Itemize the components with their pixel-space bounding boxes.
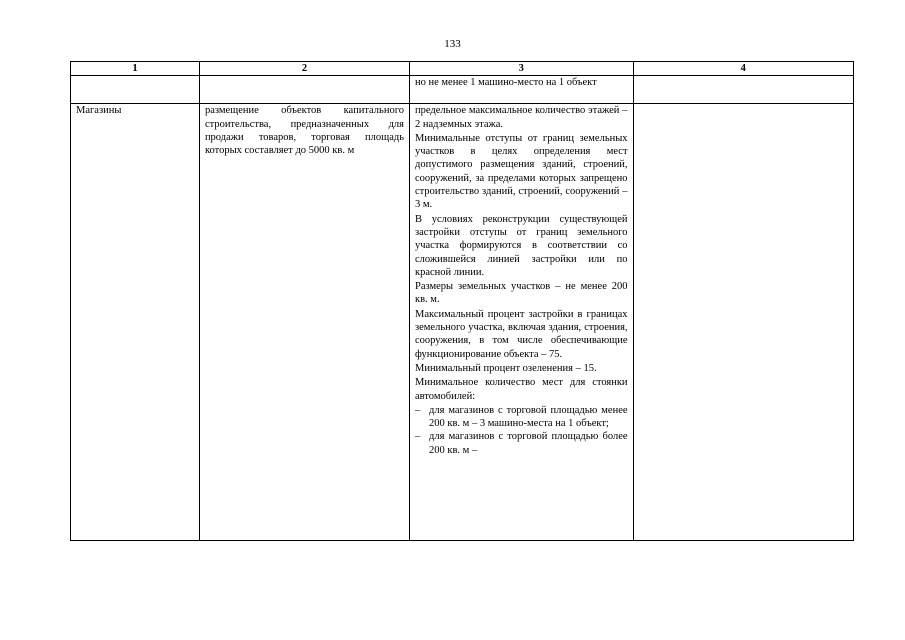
continuation-row [71, 76, 854, 104]
header-cell-4: 4 [633, 62, 853, 76]
notes-cell [633, 104, 853, 541]
parameter-paragraph: Максимальный процент застройки в границах земельного участка, включая здания, строения, сооружения, в том числе обеспечивающие функционирование объекта – 75. [414, 308, 628, 360]
continuation-cell-2 [199, 76, 409, 104]
parameter-paragraph: В условиях реконструкции существующей застройки отступы от границ земельного участка формируются в соответствии со сложившейся линией застройки или по красной линии. [414, 213, 628, 278]
header-cell-3: 3 [409, 62, 633, 76]
list-item-text: для магазинов с торговой площадью более 200 кв. м – [428, 431, 628, 456]
use-type-cell: Магазины [71, 104, 200, 541]
use-description-cell: размещение объектов капитального строительства, предназначенных для продажи товаров, торговая площадь которых составляет до 5000 кв. м [199, 104, 409, 541]
header-row [71, 62, 854, 76]
continuation-cell-3: но не менее 1 машино-место на 1 объект [409, 76, 633, 104]
header-cell-2: 2 [199, 62, 409, 76]
parameter-paragraph: Минимальные отступы от границ земельных участков в целях определения мест допустимого размещения зданий, строений, сооружений, за пределами которых запрещено строительство зданий, строений, сооружений – 3 м. [414, 132, 628, 211]
continuation-cell-1 [71, 76, 200, 104]
list-marker: – [414, 404, 421, 416]
page-number: 133 [444, 38, 461, 50]
list-item [415, 404, 628, 431]
continuation-cell-4 [633, 76, 853, 104]
list-item-text: для магазинов с торговой площадью менее 200 кв. м – 3 машино-места на 1 объект; [428, 404, 628, 430]
parameter-paragraph: Минимальный процент озеленения – 15. [414, 362, 597, 374]
zoning-table [70, 61, 854, 541]
parameter-paragraph: Минимальное количество мест для стоянки автомобилей: [414, 377, 628, 402]
parameter-paragraph: Размеры земельных участков – не менее 200 кв. м. [414, 281, 628, 306]
list-marker: – [414, 431, 421, 443]
parameters-cell [409, 104, 633, 541]
list-item [415, 430, 628, 457]
parameter-paragraph: предельное максимальное количество этажей – 2 надземных этажа. [414, 105, 628, 130]
table-row [71, 104, 854, 541]
header-cell-1: 1 [71, 62, 200, 76]
